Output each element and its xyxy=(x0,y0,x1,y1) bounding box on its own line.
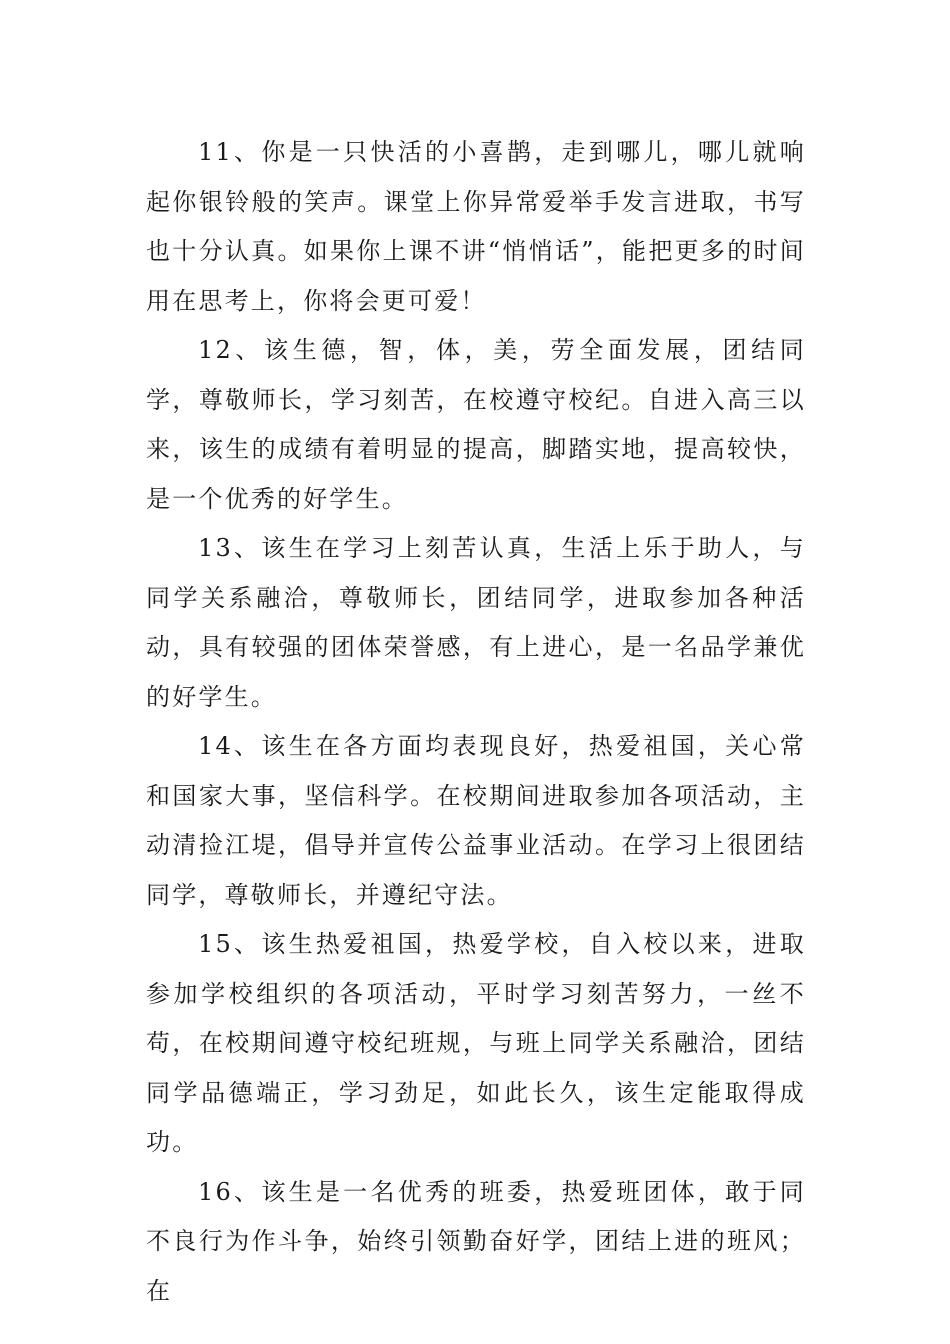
paragraph-13: 13、该生在学习上刻苦认真，生活上乐于助人，与同学关系融洽，尊敬师长，团结同学，进取参加各种活动，具有较强的团体荣誉感，有上进心，是一名品学兼优的好学生。 xyxy=(146,534,806,711)
paragraph-15: 15、该生热爱祖国，热爱学校，自入校以来，进取参加学校组织的各项活动，平时学习刻苦努力，一丝不苟，在校期间遵守校纪班规，与班上同学关系融洽，团结同学品德端正，学习劲足，如此长久，该生定能取得成功。 xyxy=(146,930,806,1156)
document-body xyxy=(146,128,806,1316)
paragraph-14: 14、该生在各方面均表现良好，热爱祖国，关心常和国家大事，坚信科学。在校期间进取参加各项活动，主动清捡江堤，倡导并宣传公益事业活动。在学习上很团结同学，尊敬师长，并遵纪守法。 xyxy=(146,732,806,909)
paragraph-11: 11、你是一只快活的小喜鹊，走到哪儿，哪儿就响起你银铃般的笑声。课堂上你异常爱举手发言进取，书写也十分认真。如果你上课不讲“悄悄话”，能把更多的时间用在思考上，你将会更可爱！ xyxy=(146,138,806,315)
paragraph-16: 16、该生是一名优秀的班委，热爱班团体，敢于同不良行为作斗争，始终引领勤奋好学，团结上进的班风；在 xyxy=(146,1177,806,1305)
paragraph-12: 12、该生德，智，体，美，劳全面发展，团结同学，尊敬师长，学习刻苦，在校遵守校纪。自进入高三以来，该生的成绩有着明显的提高，脚踏实地，提高较快，是一个优秀的好学生。 xyxy=(146,336,806,513)
